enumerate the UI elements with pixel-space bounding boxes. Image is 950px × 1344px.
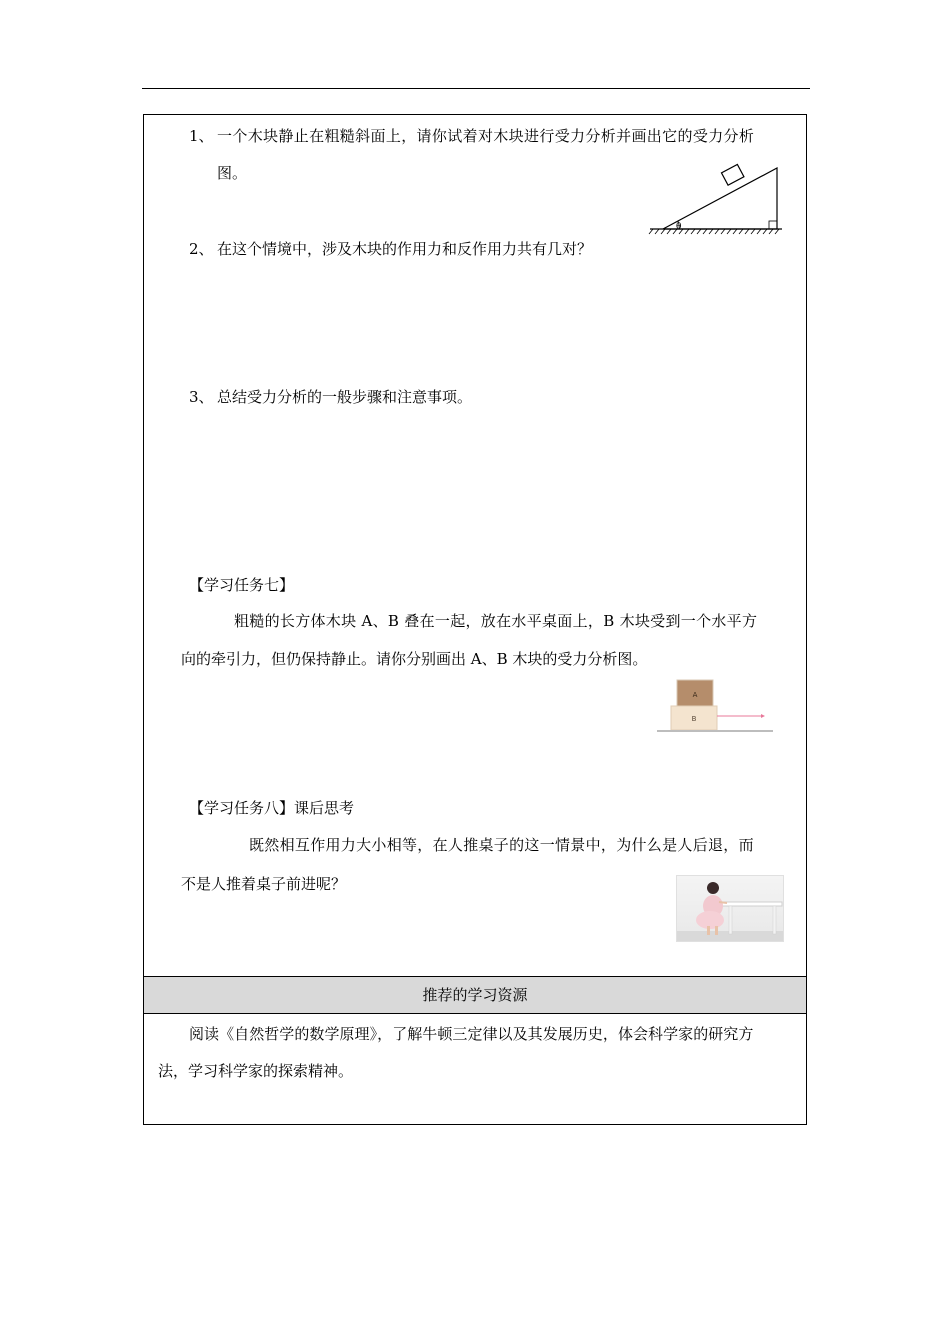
stacked-blocks-figure: [655, 676, 775, 736]
question-2-number: 2、: [189, 240, 214, 258]
angle-label: [676, 220, 686, 232]
task8-heading: 【学习任务八】课后思考: [189, 799, 355, 817]
resources-text: 阅读《自然哲学的数学原理》，了解牛顿三定律以及其发展历史，体会科学家的研究方: [189, 1025, 754, 1043]
task8-text-cont: 不是人推着桌子前进呢？: [181, 875, 347, 893]
question-3-text: 总结受力分析的一般步骤和注意事项。: [217, 388, 473, 406]
resources-header: [144, 976, 806, 1014]
question-2-text: 在这个情境中，涉及木块的作用力和反作用力共有几对？: [217, 240, 593, 258]
task7-text-cont: 向的牵引力，但仍保持静止。请你分别画出 A、B 木块的受力分析图。: [181, 650, 648, 668]
resources-text-cont: 法，学习科学家的探索精神。: [158, 1062, 354, 1080]
person-pushing-table-photo: [676, 875, 784, 942]
incline-figure: [645, 163, 785, 238]
question-1-text-cont: 图。: [217, 164, 248, 182]
resources-heading: 推荐的学习资源: [422, 986, 528, 1004]
task7-heading: 【学习任务七】: [189, 576, 295, 594]
block-b-label: B: [691, 715, 697, 723]
block-a-label: A: [692, 691, 698, 699]
svg-text:θ: θ: [676, 222, 682, 232]
question-1-text: 一个木块静止在粗糙斜面上，请你试着对木块进行受力分析并画出它的受力分析: [217, 127, 755, 145]
header-rule: [142, 88, 810, 89]
question-3-number: 3、: [189, 388, 214, 406]
task7-text: 粗糙的长方体木块 A、B 叠在一起，放在水平桌面上，B 木块受到一个水平方: [234, 612, 758, 630]
task8-text: 既然相互作用力大小相等，在人推桌子的这一情景中，为什么是人后退，而: [249, 836, 754, 854]
question-1-number: 1、: [189, 127, 214, 145]
